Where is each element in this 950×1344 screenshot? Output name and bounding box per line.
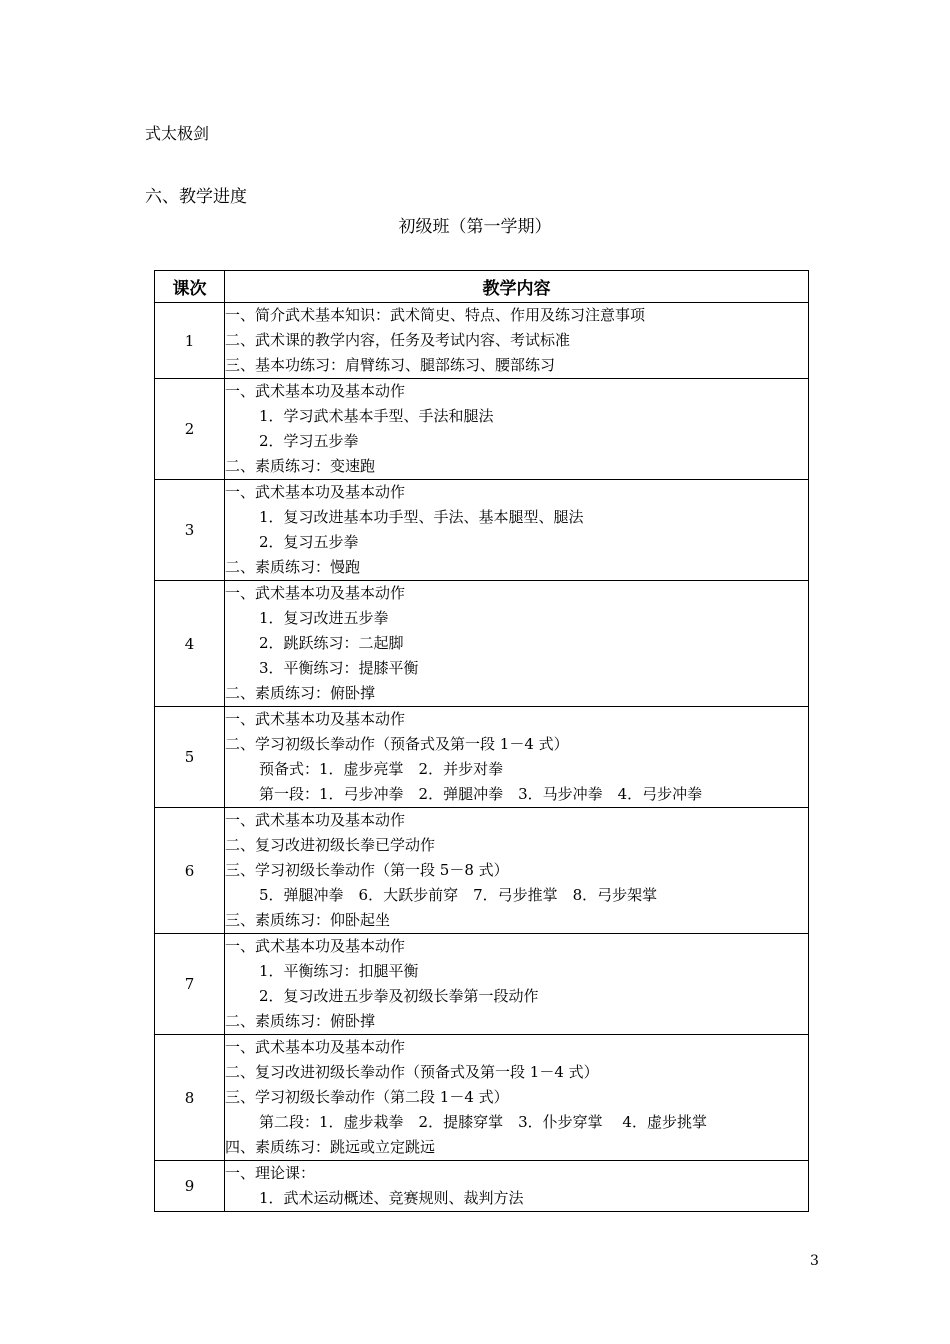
content-line: 1．复习改进五步拳 — [259, 609, 389, 627]
lesson-number: 6 — [155, 808, 225, 934]
content-line: 一、武术基本功及基本动作 — [225, 710, 406, 728]
table-row — [155, 581, 809, 707]
teaching-schedule-table — [154, 270, 809, 1212]
lesson-number: 9 — [155, 1161, 225, 1212]
content-line: 二、素质练习：俯卧撑 — [225, 684, 376, 702]
lesson-content — [225, 581, 809, 707]
content-line: 1．学习武术基本手型、手法和腿法 — [259, 407, 494, 425]
table-row — [155, 1161, 809, 1212]
lesson-number: 5 — [155, 707, 225, 808]
lesson-content — [225, 707, 809, 808]
lesson-number: 1 — [155, 303, 225, 379]
header-lesson-number: 课次 — [155, 271, 225, 303]
content-line: 预备式：1．虚步亮掌 2．并步对拳 — [259, 760, 504, 778]
table-row — [155, 379, 809, 480]
content-line: 1．武术运动概述、竞赛规则、裁判方法 — [259, 1189, 524, 1207]
content-line: 三、学习初级长拳动作（第二段 1－4 式） — [225, 1088, 509, 1106]
content-line: 3．平衡练习：提膝平衡 — [259, 659, 419, 677]
lesson-number: 3 — [155, 480, 225, 581]
content-line: 2．复习改进五步拳及初级长拳第一段动作 — [259, 987, 539, 1005]
content-line: 一、简介武术基本知识：武术简史、特点、作用及练习注意事项 — [225, 306, 646, 324]
lesson-content — [225, 934, 809, 1035]
content-line: 二、复习改进初级长拳已学动作 — [225, 836, 436, 854]
content-line: 1．复习改进基本功手型、手法、基本腿型、腿法 — [259, 508, 584, 526]
content-line: 2．跳跃练习：二起脚 — [259, 634, 404, 652]
table-row — [155, 934, 809, 1035]
table-header-row — [155, 271, 809, 303]
table-body — [155, 303, 809, 1212]
content-line: 1．平衡练习：扣腿平衡 — [259, 962, 419, 980]
content-line: 5．弹腿冲拳 6．大跃步前穿 7．弓步推掌 8．弓步架掌 — [259, 886, 658, 904]
content-line: 一、武术基本功及基本动作 — [225, 811, 406, 829]
lesson-content — [225, 303, 809, 379]
section-heading: 六、教学进度 — [145, 187, 247, 207]
table-row — [155, 707, 809, 808]
content-line: 一、理论课： — [225, 1164, 316, 1182]
lesson-number: 7 — [155, 934, 225, 1035]
content-line: 第二段：1．虚步栽拳 2．提膝穿掌 3．仆步穿掌 4．虚步挑掌 — [259, 1113, 707, 1131]
content-line: 三、基本功练习：肩臂练习、腿部练习、腰部练习 — [225, 356, 556, 374]
table-row — [155, 480, 809, 581]
lesson-number: 4 — [155, 581, 225, 707]
lesson-content — [225, 379, 809, 480]
table-row — [155, 1035, 809, 1161]
content-line: 一、武术基本功及基本动作 — [225, 382, 406, 400]
content-line: 一、武术基本功及基本动作 — [225, 483, 406, 501]
content-line: 三、学习初级长拳动作（第一段 5－8 式） — [225, 861, 509, 879]
lesson-number: 2 — [155, 379, 225, 480]
content-line: 2．学习五步拳 — [259, 432, 359, 450]
content-line: 二、素质练习：俯卧撑 — [225, 1012, 376, 1030]
content-line: 一、武术基本功及基本动作 — [225, 937, 406, 955]
content-line: 二、素质练习：变速跑 — [225, 457, 376, 475]
content-line: 一、武术基本功及基本动作 — [225, 584, 406, 602]
continued-text: 式太极剑 — [145, 124, 210, 143]
lesson-number: 8 — [155, 1035, 225, 1161]
page-number: 3 — [810, 1253, 819, 1269]
lesson-content — [225, 1161, 809, 1212]
table-row — [155, 303, 809, 379]
content-line: 二、学习初级长拳动作（预备式及第一段 1－4 式） — [225, 735, 569, 753]
lesson-content — [225, 808, 809, 934]
content-line: 三、素质练习：仰卧起坐 — [225, 911, 391, 929]
content-line: 四、素质练习：跳远或立定跳远 — [225, 1138, 436, 1156]
table-caption: 初级班（第一学期） — [398, 217, 552, 237]
lesson-content — [225, 1035, 809, 1161]
content-line: 二、武术课的教学内容，任务及考试内容、考试标准 — [225, 331, 571, 349]
table-row — [155, 808, 809, 934]
content-line: 二、复习改进初级长拳动作（预备式及第一段 1－4 式） — [225, 1063, 599, 1081]
lesson-content — [225, 480, 809, 581]
content-line: 2．复习五步拳 — [259, 533, 359, 551]
content-line: 二、素质练习：慢跑 — [225, 558, 361, 576]
header-teaching-content: 教学内容 — [225, 271, 809, 303]
content-line: 第一段：1．弓步冲拳 2．弹腿冲拳 3．马步冲拳 4．弓步冲拳 — [259, 785, 703, 803]
content-line: 一、武术基本功及基本动作 — [225, 1038, 406, 1056]
